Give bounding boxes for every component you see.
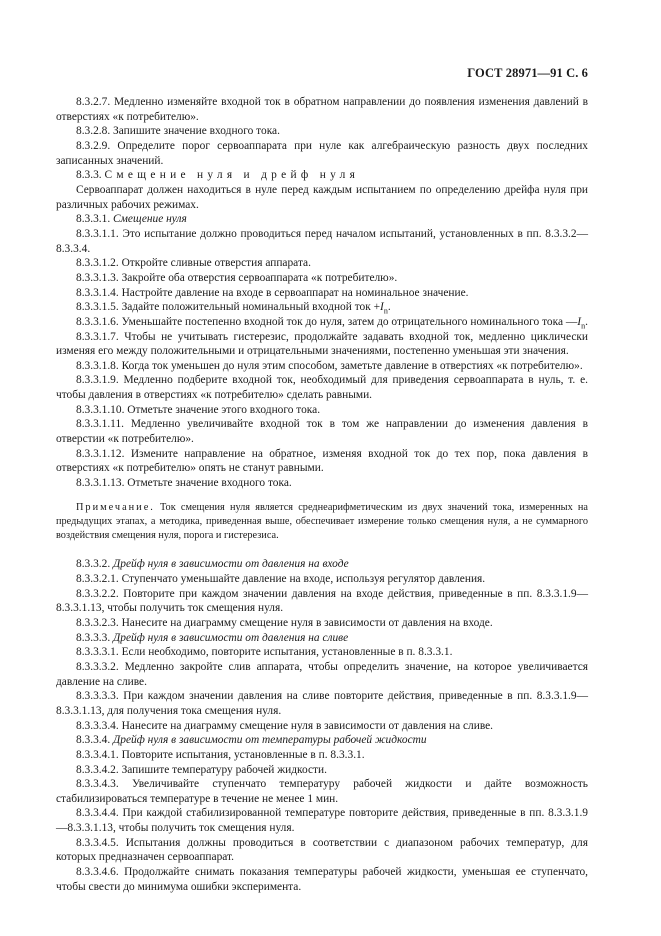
page-header: ГОСТ 28971—91 С. 6 <box>467 66 588 80</box>
subsection-heading <box>56 557 588 572</box>
subsection-number: 8.3.3.4. <box>76 734 111 747</box>
paragraph: 8.3.3.2.1. Ступенчато уменьшайте давление на входе, используя регулятор давления. <box>76 572 486 585</box>
paragraph: 8.3.3.1.9. Медленно подберите входной ток, необходимый для приведения сервоаппарата в нуль, т. е. чтобы давления в отверстиях «к потребителю» сделать равными. <box>56 374 588 402</box>
current-subscript: n <box>383 306 388 316</box>
paragraph: 8.3.3.4.5. Испытания должны проводиться в соответствии с диапазоном рабочих температур, для которых предназначен сервоаппарат. <box>56 836 588 864</box>
paragraph: 8.3.3.4.1. Повторите испытания, установленные в п. 8.3.3.1. <box>76 748 365 761</box>
paragraph-text: 8.3.3.1.5. Задайте положительный номинальный входной ток + <box>76 301 381 314</box>
paragraph: 8.3.3.2.2. Повторите при каждом значении давления на входе действия, приведенные в пп. 8.3.3.1.9—8.3.3.1.13, чтобы получить ток смещения нуля. <box>56 587 588 615</box>
paragraph-text: 8.3.3.1.6. Уменьшайте постепенно входной ток до нуля, затем до отрицательного номинального тока — <box>76 315 578 328</box>
subsection-heading <box>56 212 588 227</box>
paragraph: 8.3.3.3.2. Медленно закройте слив аппарата, чтобы определить значение, на которое увеличивается давление на сливе. <box>56 660 588 688</box>
subsection-heading <box>56 631 588 646</box>
paragraph: 8.3.3.3.1. Если необходимо, повторите испытания, установленные в п. 8.3.3.1. <box>76 646 453 659</box>
note-block <box>56 501 588 544</box>
paragraph: 8.3.3.1.11. Медленно увеличивайте входной ток в том же направлении до изменения давления в отверстии «к потребителю». <box>56 418 588 446</box>
subsection-title: Дрейф нуля в зависимости от давления на входе <box>113 558 349 571</box>
paragraph: 8.3.3.4.2. Запишите температуру рабочей жидкости. <box>76 763 327 776</box>
note-text: Ток смещения нуля является среднеарифметическим из двух значений тока, измеренных на предыдущих этапах, а методика, приведенная выше, обеспечивает измерение только смещения нуля, а не суммарного воздействия смещения нуля, порога и гистерезиса. <box>56 501 589 542</box>
paragraph: 8.3.3.2.3. Нанесите на диаграмму смещение нуля в зависимости от давления на входе. <box>76 616 493 629</box>
subsection-heading <box>56 733 588 748</box>
subsection-title: Дрейф нуля в зависимости от давления на сливе <box>113 631 349 644</box>
paragraph <box>56 315 588 330</box>
section-number: 8.3.3. <box>76 169 102 182</box>
paragraph: 8.3.2.9. Определите порог сервоаппарата при нуле как алгебраическую разность двух последних записанных значений. <box>56 139 588 167</box>
paragraph: 8.3.3.1.4. Настройте давление на входе в сервоаппарат на номинальное значение. <box>76 286 469 299</box>
subsection-title: Смещение нуля <box>113 213 187 226</box>
paragraph: 8.3.3.1.1. Это испытание должно проводиться перед началом испытаний, установленных в пп. 8.3.3.2—8.3.3.4. <box>56 227 588 255</box>
section-title: Смещение нуля и дрейф нуля <box>104 169 360 182</box>
subsection-title: Дрейф нуля в зависимости от температуры рабочей жидкости <box>113 734 427 747</box>
section-heading <box>56 168 588 183</box>
paragraph-text: . <box>387 301 391 314</box>
paragraph-text: . <box>585 315 588 328</box>
current-subscript: n <box>581 321 586 331</box>
paragraph: 8.3.3.1.10. Отметьте значение этого входного тока. <box>76 403 321 416</box>
paragraph: 8.3.3.3.4. Нанесите на диаграмму смещение нуля в зависимости от давления на сливе. <box>76 719 494 732</box>
paragraph: 8.3.3.4.3. Увеличивайте ступенчато температуру рабочей жидкости и дайте возможность стабилизироваться температуре в течение не менее 1 мин. <box>56 778 588 805</box>
paragraph: Сервоаппарат должен находиться в нуле перед каждым испытанием по определению дрейфа нуля при различных рабочих режимах. <box>56 183 588 211</box>
paragraph: 8.3.2.7. Медленно изменяйте входной ток в обратном направлении до появления изменения давлений в отверстиях «к потребителю». <box>56 96 588 123</box>
paragraph: 8.3.3.4.4. При каждой стабилизированной температуре повторите действия, приведенные в пп. 8.3.3.1.9—8.3.3.1.13, чтобы получить ток смещения нуля. <box>56 807 588 835</box>
paragraph <box>56 300 588 315</box>
current-symbol: I <box>380 301 384 314</box>
paragraph: 8.3.3.4.6. Продолжайте снимать показания температуры рабочей жидкости, уменьшая ее ступенчато, чтобы свести до минимума ошибки эксперимента. <box>56 866 588 893</box>
subsection-number: 8.3.3.3. <box>76 631 111 644</box>
paragraph: 8.3.3.1.3. Закройте оба отверстия сервоаппарата «к потребителю». <box>76 271 398 284</box>
paragraph: 8.3.3.1.8. Когда ток уменьшен до нуля этим способом, заметьте давление в отверстиях «к потребителю». <box>76 359 583 372</box>
paragraph: 8.3.2.8. Запишите значение входного тока. <box>76 125 280 138</box>
subsection-number: 8.3.3.1. <box>76 213 111 226</box>
paragraph: 8.3.3.1.2. Откройте сливные отверстия аппарата. <box>76 257 311 270</box>
paragraph: 8.3.3.3.3. При каждом значении давления на сливе повторите действия, приведенные в пп. 8.3.3.1.9—8.3.3.1.13, для получения тока смещения нуля. <box>56 690 588 717</box>
current-symbol: I <box>577 315 582 328</box>
note-label: Примечание. <box>76 501 155 513</box>
document-body <box>56 95 588 894</box>
paragraph: 8.3.3.1.7. Чтобы не учитывать гистерезис, продолжайте задавать входной ток, медленно циклически изменяя его между положительными и отрицательными значениями, постепенно уменьшая эти значения. <box>56 330 588 358</box>
paragraph: 8.3.3.1.13. Отметьте значение входного тока. <box>76 477 292 490</box>
subsection-number: 8.3.3.2. <box>76 558 111 571</box>
paragraph: 8.3.3.1.12. Измените направление на обратное, изменяя входной ток до тех пор, пока давления в отверстиях «к потребителю» опять не станут равными. <box>56 447 588 475</box>
